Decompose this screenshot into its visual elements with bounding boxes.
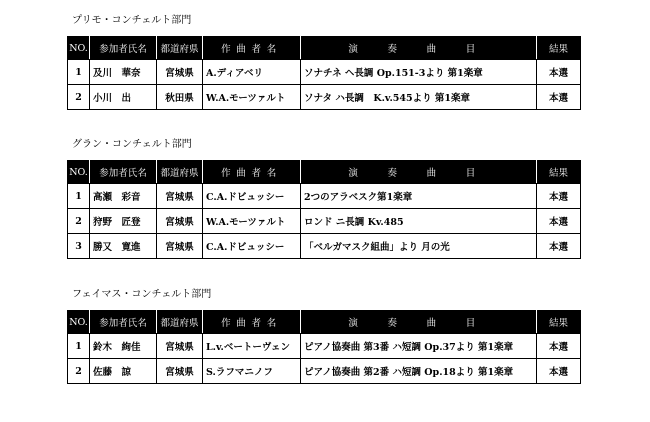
cell-prefecture: 宮城県 bbox=[157, 359, 203, 384]
cell-composer: C.A.ドビュッシー bbox=[203, 184, 301, 209]
table-row bbox=[68, 184, 581, 209]
table-row bbox=[68, 334, 581, 359]
table-row bbox=[68, 234, 581, 259]
cell-result: 本選 bbox=[537, 184, 581, 209]
header-piece: 演 奏 曲 目 bbox=[301, 311, 537, 334]
cell-result: 本選 bbox=[537, 209, 581, 234]
cell-composer: C.A.ドビュッシー bbox=[203, 234, 301, 259]
header-name: 参加者氏名 bbox=[90, 37, 157, 60]
header-prefecture: 都道府県 bbox=[157, 161, 203, 184]
cell-no: 2 bbox=[68, 209, 90, 234]
cell-composer: A.ディアベリ bbox=[203, 60, 301, 85]
section-title-grand: グラン・コンチェルト部門 bbox=[72, 139, 192, 150]
header-composer: 作曲者名 bbox=[203, 161, 301, 184]
cell-result: 本選 bbox=[537, 234, 581, 259]
table-header-row bbox=[68, 311, 581, 334]
cell-name: 勝又 寛進 bbox=[90, 234, 157, 259]
cell-prefecture: 宮城県 bbox=[157, 334, 203, 359]
cell-piece: ピアノ協奏曲 第2番 ハ短調 Op.18より 第1楽章 bbox=[301, 359, 537, 384]
header-composer: 作曲者名 bbox=[203, 37, 301, 60]
cell-piece: ソナチネ ヘ長調 Op.151-3より 第1楽章 bbox=[301, 60, 537, 85]
cell-piece: 2つのアラベスク第1楽章 bbox=[301, 184, 537, 209]
cell-name: 佐藤 諒 bbox=[90, 359, 157, 384]
cell-name: 小川 出 bbox=[90, 85, 157, 110]
header-no: NO. bbox=[68, 311, 90, 334]
results-table-primo bbox=[67, 36, 581, 110]
cell-no: 1 bbox=[68, 60, 90, 85]
cell-prefecture: 宮城県 bbox=[157, 60, 203, 85]
cell-prefecture: 秋田県 bbox=[157, 85, 203, 110]
cell-no: 1 bbox=[68, 184, 90, 209]
header-no: NO. bbox=[68, 37, 90, 60]
cell-result: 本選 bbox=[537, 85, 581, 110]
cell-result: 本選 bbox=[537, 334, 581, 359]
cell-prefecture: 宮城県 bbox=[157, 234, 203, 259]
cell-result: 本選 bbox=[537, 359, 581, 384]
cell-composer: W.A.モーツァルト bbox=[203, 85, 301, 110]
header-result: 結果 bbox=[537, 37, 581, 60]
cell-name: 鈴木 絢佳 bbox=[90, 334, 157, 359]
cell-piece: ロンド ニ長調 Kv.485 bbox=[301, 209, 537, 234]
section-title-famous: フェイマス・コンチェルト部門 bbox=[72, 289, 212, 300]
header-prefecture: 都道府県 bbox=[157, 37, 203, 60]
cell-name: 及川 華奈 bbox=[90, 60, 157, 85]
cell-prefecture: 宮城県 bbox=[157, 184, 203, 209]
cell-piece: ソナタ ハ長調 K.v.545より 第1楽章 bbox=[301, 85, 537, 110]
table-row bbox=[68, 359, 581, 384]
cell-name: 狩野 匠登 bbox=[90, 209, 157, 234]
cell-no: 2 bbox=[68, 359, 90, 384]
header-piece: 演 奏 曲 目 bbox=[301, 161, 537, 184]
results-table-grand bbox=[67, 160, 581, 259]
cell-composer: L.v.ベートーヴェン bbox=[203, 334, 301, 359]
table-header-row bbox=[68, 37, 581, 60]
cell-no: 1 bbox=[68, 334, 90, 359]
header-name: 参加者氏名 bbox=[90, 161, 157, 184]
header-piece: 演 奏 曲 目 bbox=[301, 37, 537, 60]
cell-prefecture: 宮城県 bbox=[157, 209, 203, 234]
header-name: 参加者氏名 bbox=[90, 311, 157, 334]
cell-name: 高瀬 彩音 bbox=[90, 184, 157, 209]
table-row bbox=[68, 60, 581, 85]
cell-no: 2 bbox=[68, 85, 90, 110]
header-result: 結果 bbox=[537, 161, 581, 184]
cell-result: 本選 bbox=[537, 60, 581, 85]
cell-composer: W.A.モーツァルト bbox=[203, 209, 301, 234]
header-no: NO. bbox=[68, 161, 90, 184]
header-result: 結果 bbox=[537, 311, 581, 334]
cell-no: 3 bbox=[68, 234, 90, 259]
header-prefecture: 都道府県 bbox=[157, 311, 203, 334]
section-title-primo: プリモ・コンチェルト部門 bbox=[72, 15, 192, 26]
header-composer: 作曲者名 bbox=[203, 311, 301, 334]
table-header-row bbox=[68, 161, 581, 184]
table-row bbox=[68, 85, 581, 110]
cell-piece: ピアノ協奏曲 第3番 ハ短調 Op.37より 第1楽章 bbox=[301, 334, 537, 359]
cell-piece: 「ベルガマスク組曲」より 月の光 bbox=[301, 234, 537, 259]
cell-composer: S.ラフマニノフ bbox=[203, 359, 301, 384]
table-row bbox=[68, 209, 581, 234]
results-table-famous bbox=[67, 310, 581, 384]
